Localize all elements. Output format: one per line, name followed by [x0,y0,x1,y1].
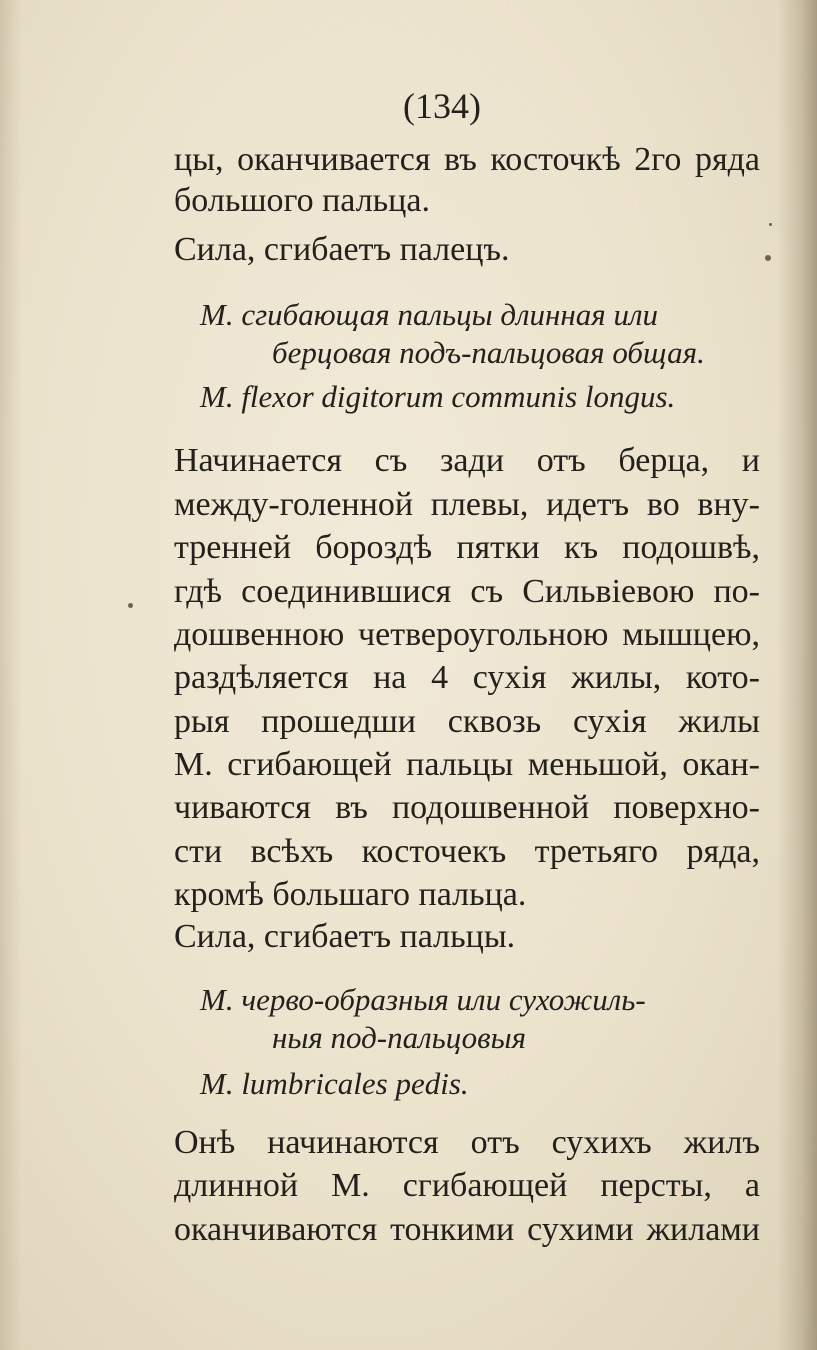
muscle-name-latin: М. lumbricales pedis. [200,1066,469,1101]
text-line: оканчиваются тонкими сухими жилами [174,1211,760,1248]
text-line: дошвенною четвероугольною мышцею, [174,616,760,653]
force-line: Сила, сгибаетъ пальцы. [174,918,516,955]
text-line: рыя прошедши сквозь сухія жилы [174,703,760,740]
text-line: между-голенной плевы, идетъ во вну- [174,486,760,523]
text-line: кромѣ большаго пальца. [174,876,527,913]
muscle-name-ru: М. черво-образныя или сухожиль- [200,982,646,1017]
ink-speck [765,255,771,261]
muscle-name-ru: берцовая подъ-пальцовая общая. [272,335,705,370]
text-line: большого пальца. [174,182,430,219]
text-line: чиваются въ подошвенной поверхно- [174,789,760,826]
text-line: сти всѣхъ косточекъ третьяго ряда, [174,833,760,870]
text-line: цы, оканчивается въ косточкѣ 2го ряда [174,141,760,178]
muscle-name-ru: М. сгибающая пальцы длинная или [200,297,658,332]
text-line: тренней бороздѣ пятки къ подошвѣ, [174,529,760,566]
page-gutter-shadow [0,0,22,1350]
text-line: раздѣляется на 4 сухія жилы, кото- [174,659,760,696]
text-line: Онѣ начинаются отъ сухихъ жилъ [174,1124,760,1161]
text-line: длинной М. сгибающей персты, а [174,1167,760,1204]
force-line: Сила, сгибаетъ палецъ. [174,231,510,268]
ink-speck [769,223,772,226]
text-line: Начинается съ зади отъ берца, и [174,442,760,479]
text-line: гдѣ соединившися съ Сильвіевою по- [174,573,760,610]
page-edge-shadow [777,0,817,1350]
muscle-name-latin: М. flexor digitorum communis longus. [200,379,676,414]
muscle-name-ru: ныя под-пальцовыя [272,1020,526,1055]
page-number: (134) [403,86,481,126]
text-line: М. сгибающей пальцы меньшой, окан- [174,746,760,783]
ink-speck [128,603,133,608]
